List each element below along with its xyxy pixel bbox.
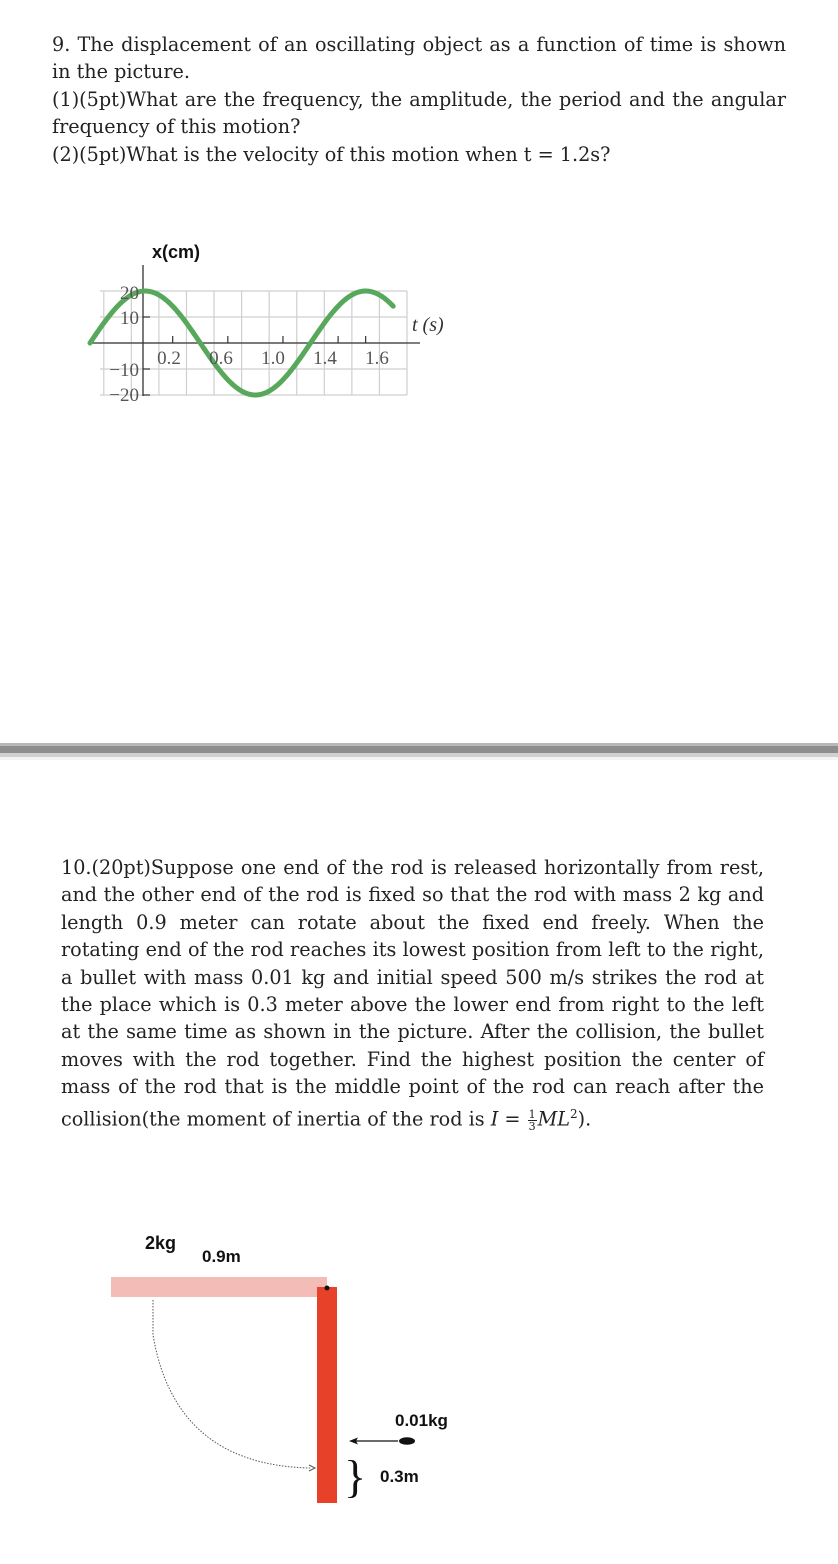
- fraction-denominator: 3: [528, 1119, 536, 1133]
- x-tick-label: 1.0: [261, 348, 285, 369]
- x-tick-label: 0.2: [157, 348, 181, 369]
- fraction-numerator: 1: [528, 1107, 536, 1121]
- bullet-mass-label: 0.01kg: [395, 1411, 448, 1430]
- y-tick-label: 10: [120, 308, 139, 329]
- rotation-path: [153, 1300, 310, 1468]
- problem-9-question-1: (1)(5pt)What are the frequency, the amplitude, the period and the angular frequency of this motion?: [52, 87, 786, 139]
- x-tick-label: 1.6: [365, 348, 389, 369]
- rod-lowest-position: [317, 1287, 337, 1503]
- distance-label: 0.3m: [380, 1467, 419, 1486]
- rod-mass-label: 2kg: [145, 1233, 177, 1253]
- formula-lhs: I: [490, 1107, 499, 1131]
- y-tick-label: −10: [109, 360, 139, 381]
- bullet: [399, 1437, 415, 1445]
- rod-initial-position: [111, 1277, 327, 1297]
- x-axis-label: t (s): [412, 314, 444, 336]
- brace: }: [344, 1451, 367, 1502]
- problem-10-body: 10.(20pt)Suppose one end of the rod is released horizontally from rest, and the other end of the rod is fixed so that the rod with mass 2 kg and length 0.9 meter can rotate about the fixed end freely. When the rotating end of the rod reaches its lowest position from left to the right, a bullet with mass 0.01 kg and initial speed 500 m/s strikes the rod at the place which is 0.3 meter above the lower end from right to the left at the same time as shown in the picture. After the collision, the bullet moves with the rod together. Find the highest position the center of mass of the rod that is the middle point of the rod can reach after the collision(the moment of inertia of the rod is: [61, 856, 764, 1131]
- formula-rhs: ML: [537, 1107, 570, 1131]
- x-tick-label: 0.6: [209, 348, 233, 369]
- problem-9-statement: 9. The displacement of an oscillating object as a function of time is shown in the picture.: [52, 33, 786, 84]
- formula-exponent: 2: [569, 1106, 578, 1121]
- formula-equals: =: [498, 1107, 527, 1131]
- y-tick-label: 20: [120, 283, 139, 304]
- pivot-point: [325, 1286, 330, 1291]
- y-axis-label: x(cm): [152, 242, 201, 262]
- rod-length-label: 0.9m: [202, 1247, 241, 1266]
- y-tick-label: −20: [109, 385, 139, 406]
- problem-9-question-2: (2)(5pt)What is the velocity of this motion when t = 1.2s?: [52, 142, 611, 166]
- x-tick-label: 1.4: [313, 348, 337, 369]
- problem-10-close: ).: [577, 1107, 592, 1131]
